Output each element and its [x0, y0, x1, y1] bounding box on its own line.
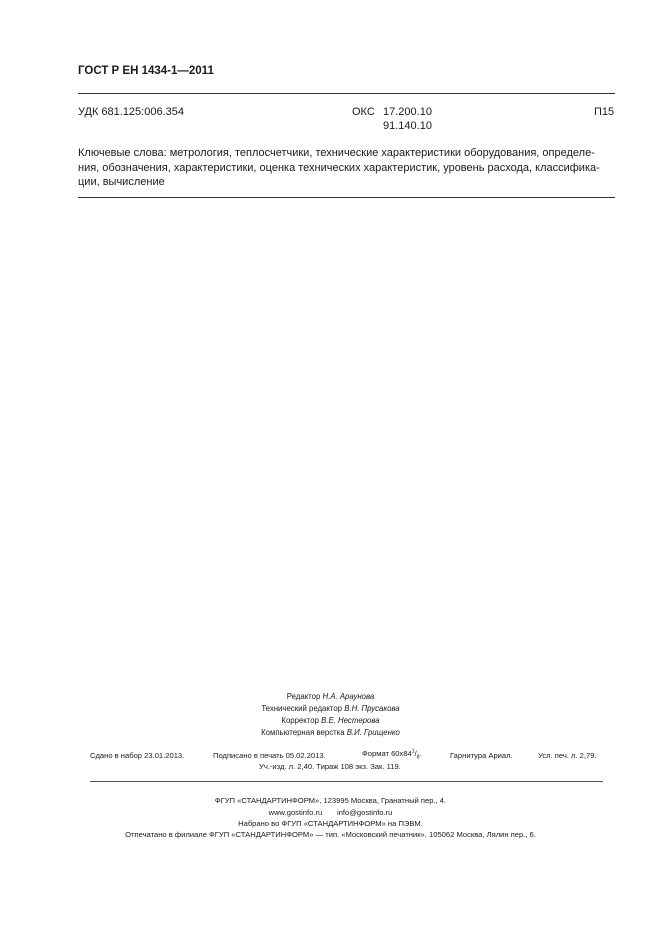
keywords-rule — [78, 197, 615, 198]
oks-code-2: 91.140.10 — [383, 120, 432, 132]
credit-layout — [0, 728, 661, 737]
credit-editor-label: Редактор — [286, 692, 321, 701]
credit-tech-editor-name: В.Н. Прусакова — [344, 704, 400, 713]
imprint-format: Формат $60x84^1/_8$. — [362, 748, 422, 761]
credit-layout-name: В.И. Грищенко — [346, 728, 400, 737]
publisher-email[interactable]: info@gostinfo.ru — [336, 808, 393, 817]
keywords-line-3: ции, вычисление — [78, 176, 165, 188]
imprint-line-2: Уч.-изд. л. 2,40. Тираж 108 экз. Зак. 119. — [259, 762, 401, 771]
group-code: П15 — [594, 106, 615, 118]
publisher-printed: Отпечатано в филиале ФГУП «СТАНДАРТИНФОРМ» — тип. «Московский печатник», 105062 Москва, Лялин пер., 6. — [125, 830, 536, 839]
credit-corrector-label: Корректор — [281, 716, 319, 725]
imprint-format-prefix: Формат 60x84 — [362, 749, 412, 758]
imprint-printed-sheets: Усл. печ. л. 2,79. — [538, 751, 597, 760]
keywords-block — [78, 146, 615, 190]
udk-code: УДК 681.125:006.354 — [78, 106, 184, 118]
imprint-typeface: Гарнитура Ариал. — [450, 751, 513, 760]
publisher-contacts — [0, 808, 661, 817]
imprint-format-sup: 1 — [411, 748, 415, 755]
credit-tech-editor — [0, 704, 661, 713]
imprint-rule — [90, 781, 603, 782]
imprint-signed: Подписано в печать 05.02.2013. — [213, 751, 326, 760]
publisher-website[interactable]: www.gostinfo.ru — [268, 808, 323, 817]
credit-corrector-name: В.Е. Нестерова — [321, 716, 380, 725]
credit-tech-editor-label: Технический редактор — [261, 704, 343, 713]
document-title: ГОСТ Р ЕН 1434-1—2011 — [78, 65, 214, 77]
oks-label: ОКС — [352, 106, 375, 118]
imprint-format-sub: 8 — [416, 754, 420, 761]
credit-editor-name: Н.А. Араунова — [322, 692, 375, 701]
keywords-line-2: ния, обозначения, характеристики, оценка технических характеристик, уровень расхода, классифика- — [78, 161, 600, 174]
publisher-address: ФГУП «СТАНДАРТИНФОРМ», 123995 Москва, Гранатный пер., 4. — [214, 796, 447, 805]
oks-code-1: 17.200.10 — [383, 106, 432, 118]
imprint-format-suffix: . — [419, 749, 422, 758]
top-rule — [78, 93, 615, 94]
keywords-line-1: Ключевые слова: метрология, теплосчетчики, технические характеристики оборудования, определе- — [78, 147, 595, 159]
credit-corrector — [0, 716, 661, 725]
publisher-typeset: Набрано во ФГУП «СТАНДАРТИНФОРМ» на ПЭВМ. — [238, 819, 423, 828]
imprint-submitted: Сдано в набор 23.01.2013. — [90, 751, 185, 760]
credit-layout-label: Компьютерная верстка — [261, 728, 345, 737]
credit-editor — [0, 692, 661, 701]
